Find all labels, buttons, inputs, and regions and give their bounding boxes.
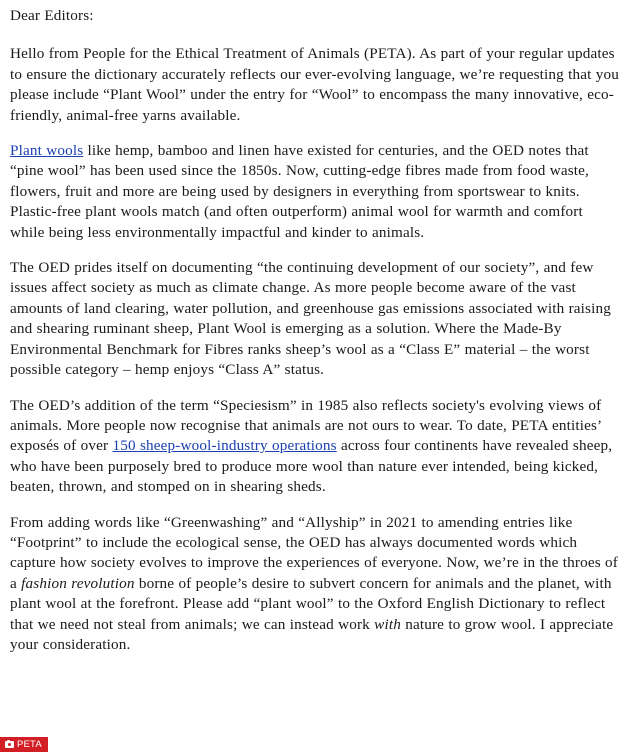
paragraph-text: like hemp, bamboo and linen have existed for centuries, and the OED notes that “pine wool” has been used since the 1850s. Now, cutting-edge fibres made from food waste, flowers, fruit and more are being used by designers in everything from sportswear to knits. Plastic-free plant wools match (and often outperform) animal wool for warmth and comfort while being less environmentally impactful and kinder to animals. — [10, 142, 589, 241]
letter-paragraphs — [10, 44, 620, 655]
emphasised-text: with — [374, 615, 401, 633]
paragraph-text: The OED prides itself on documenting “the continuing development of our society”, and few issues affect society as much as climate change. As more people become aware of the vast amounts of land clearing, water pollution, and greenhouse gas emissions associated with raising and shearing ruminant sheep, Plant Wool is emerging as a solution. Where the Made-By Environmental Benchmark for Fibres ranks sheep’s wool as a “Class E” material – the worst possible category – hemp enjoys “Class A” status. — [10, 259, 611, 379]
paragraph-text: across four continents have revealed sheep, who have been purposely bred to produce more wool than nature ever intended, being kicked, beaten, thrown, and stomped on in shearing sheds. — [10, 437, 613, 496]
paragraph-greenwashing — [10, 513, 620, 656]
photo-credit-label: PETA — [17, 739, 42, 750]
inline-link[interactable]: 150 sheep-wool-industry operations — [112, 437, 337, 455]
paragraph-text: The OED’s addition of the term “Speciesism” in 1985 also reflects society's evolving views of animals. More people now recognise that animals are not ours to wear. To date, PETA entities’ exposés of over — [10, 396, 602, 455]
paragraph-text: borne of people’s desire to subvert concern for animals and the planet, with plant wool at the forefront. Please add “plant wool” to the Oxford English Dictionary to reflect that we need not steal from animals; we can instead work — [10, 574, 612, 633]
paragraph-plant-wools — [10, 141, 620, 243]
paragraph-oed-prides — [10, 258, 620, 380]
camera-icon — [5, 741, 14, 748]
paragraph-text: nature to grow wool. I appreciate your consideration. — [10, 615, 614, 653]
inline-link[interactable]: Plant wools — [10, 142, 84, 160]
paragraph-speciesism — [10, 396, 620, 498]
emphasised-text: fashion revolution — [21, 574, 135, 592]
paragraph-text: Hello from People for the Ethical Treatment of Animals (PETA). As part of your regular updates to ensure the dictionary accurately reflects our ever-evolving language, we’re requesting that you please include “Plant Wool” under the entry for “Wool” to encompass the many innovative, eco-friendly, animal-free yarns available. — [10, 45, 620, 124]
paragraph-text: From adding words like “Greenwashing” and “Allyship” in 2021 to amending entries like “Footprint” to include the ecological sense, the OED has always documented words which capture how society evolves to improve the experiences of everyone. Now, we’re in the throes of a — [10, 513, 619, 592]
paragraph-intro — [10, 44, 620, 126]
photo-credit-badge — [0, 737, 48, 752]
salutation: Dear Editors: — [10, 7, 94, 24]
